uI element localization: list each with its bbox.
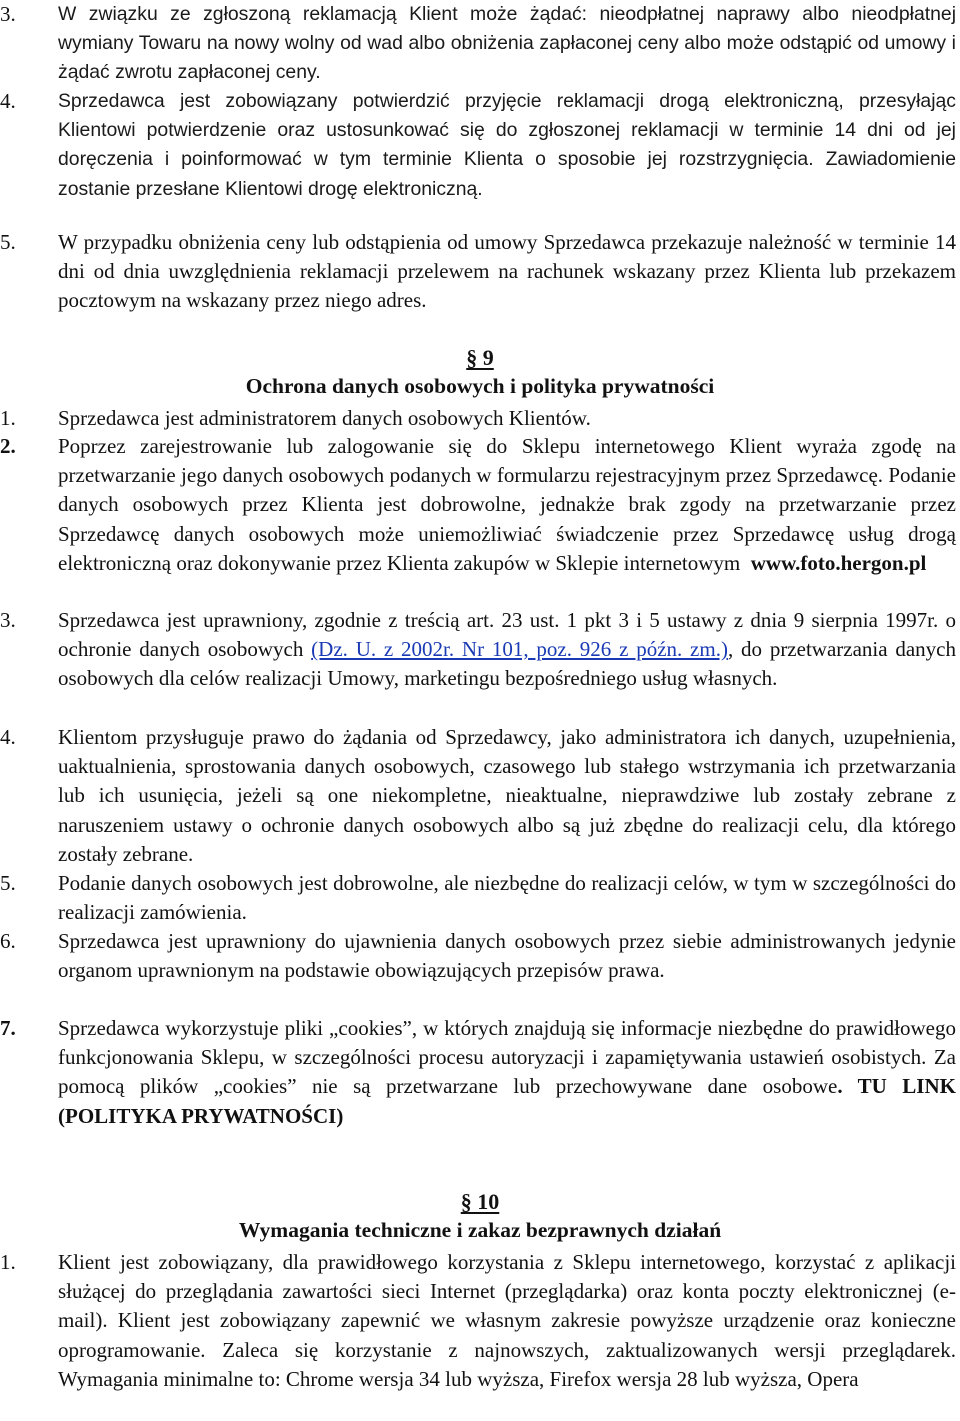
item-number: 4. [0, 89, 16, 113]
item-number: 1. [0, 406, 16, 430]
list-item [0, 0, 956, 88]
section-title: Ochrona danych osobowych i polityka prywatności [245, 374, 715, 398]
item-number: 7. [0, 1016, 16, 1040]
list-item [0, 927, 956, 985]
list-item [0, 87, 956, 204]
list-item [0, 228, 956, 316]
item-number: 3. [0, 2, 16, 26]
privacy-policy-link-text: . TU LINK (POLITYKA PRYWATNOŚCI) [58, 1074, 956, 1128]
item-number: 3. [0, 608, 16, 632]
list-item [0, 1014, 956, 1131]
list-item [0, 1248, 956, 1394]
list-item [0, 869, 956, 927]
website-address: www.foto.hergon.pl [750, 550, 927, 575]
item-number: 5. [0, 230, 16, 254]
item-text: Sprzedawca jest administratorem danych osobowych Klientów. [58, 406, 591, 430]
item-text: Klient jest zobowiązany, dla prawidłowego korzystania z Sklepu internetowego, korzystać z aplikacji służącej do przeglądania zawartości sieci Internet (przeglądarka) oraz konta poczty elektronicznej (e-mail). Klient jest zobowiązany zapewnić we własnym zakresie powyższe urządzenie oraz konieczne oprogramowanie. Zaleca się korzystanie z najnowszych, zaktualizowanych wersji przeglądarek. Wymagania minimalne to: Chrome wersja 34 lub wyższa, Firefox wersja 28 lub wyższa, Opera [58, 1250, 956, 1391]
item-text: W przypadku obniżenia ceny lub odstąpienia od umowy Sprzedawca przekazuje należność w terminie 14 dni od dnia uwzględnienia reklamacji przelewem na rachunek wskazany przez Klienta lub przekazem pocztowym na wskazany przez niego adres. [58, 230, 956, 313]
item-text: Sprzedawca wykorzystuje pliki „cookies”, w których znajdują się informacje niezbędne do prawidłowego funkcjonowania Sklepu, w szczególności procesu autoryzacji i zapamiętywania ustawień osobistych. Za pomocą plików „cookies” nie są przetwarzane lub przechowywane dane osobowe. TU LINK (POLITYKA PRYWATNOŚCI) [58, 1016, 956, 1128]
item-text: Poprzez zarejestrowanie lub zalogowanie się do Sklepu internetowego Klient wyraża zgodę na przetwarzanie jego danych osobowych podanych w formularzu rejestracyjnym przez Sprzedawcę. Podanie danych osobowych przez Klienta jest dobrowolne, jednakże brak zgody na przetwarzanie przez Sprzedawcę danych osobowych może uniemożliwiać świadczenie przez Sprzedawcę usług drogą elektroniczną oraz dokonywanie przez Klienta zakupów w Sklepie internetowym www.foto.hergon.pl [58, 434, 956, 575]
item-number: 1. [0, 1250, 16, 1274]
item-number: 2. [0, 434, 16, 458]
item-text: W związku ze zgłoszoną reklamacją Klient może żądać: nieodpłatnej naprawy albo nieodpłatnej wymiany Towaru na nowy wolny od wad albo obniżenia zapłaconej ceny albo może odstąpić od umowy i żądać zwrotu zapłaconej ceny. [58, 3, 956, 84]
list-item [0, 404, 956, 433]
list-item [0, 432, 956, 578]
item-number: 5. [0, 871, 16, 895]
list-item [0, 606, 956, 694]
item-text: Sprzedawca jest uprawniony do ujawnienia danych osobowych przez siebie administrowanych jedynie organom uprawnionym na podstawie obowiązujących przepisów prawa. [58, 929, 956, 983]
item-number: 4. [0, 725, 16, 749]
item-text: Podanie danych osobowych jest dobrowolne, ale niezbędne do realizacji celów, w tym w szczególności do realizacji zamówienia. [58, 871, 956, 925]
item-number: 6. [0, 929, 16, 953]
section-number: § 10 [460, 1189, 500, 1214]
item-text: Klientom przysługuje prawo do żądania od Sprzedawcy, jako administratora ich danych, uzupełnienia, uaktualnienia, sprostowania danych osobowych, czasowego lub stałego wstrzymania ich przetwarzania lub ich usunięcia, jeżeli są one niekompletne, nieaktualne, nieprawdziwe lub zostały zebrane z naruszeniem ustawy o ochronie danych osobowych albo są już zbędne do realizacji celu, dla którego zostały zebrane. [58, 725, 956, 866]
item-text: Sprzedawca jest zobowiązany potwierdzić przyjęcie reklamacji drogą elektroniczną, przesyłając Klientowi potwierdzenie oraz ustosunkować się do zgłoszonej reklamacji w terminie 14 dni od jej doręczenia i poinformować w tym terminie Klienta o sposobie jej rozstrzygnięcia. Zawiadomienie zostanie przesłane Klientowi drogę elektroniczną. [58, 90, 956, 200]
list-item [0, 723, 956, 869]
section-title: Wymagania techniczne i zakaz bezprawnych działań [238, 1218, 722, 1242]
item-text: Sprzedawca jest uprawniony, zgodnie z treścią art. 23 ust. 1 pkt 3 i 5 ustawy z dnia 9 sierpnia 1997r. o ochronie danych osobowych (Dz. U. z 2002r. Nr 101, poz. 926 z późn. zm.), do przetwarzania danych osobowych dla celów realizacji Umowy, marketingu bezpośredniego usług własnych. [58, 608, 956, 691]
legal-reference-link[interactable]: (Dz. U. z 2002r. Nr 101, poz. 926 z późn. zm.) [311, 637, 728, 662]
section-number: § 9 [466, 345, 494, 370]
